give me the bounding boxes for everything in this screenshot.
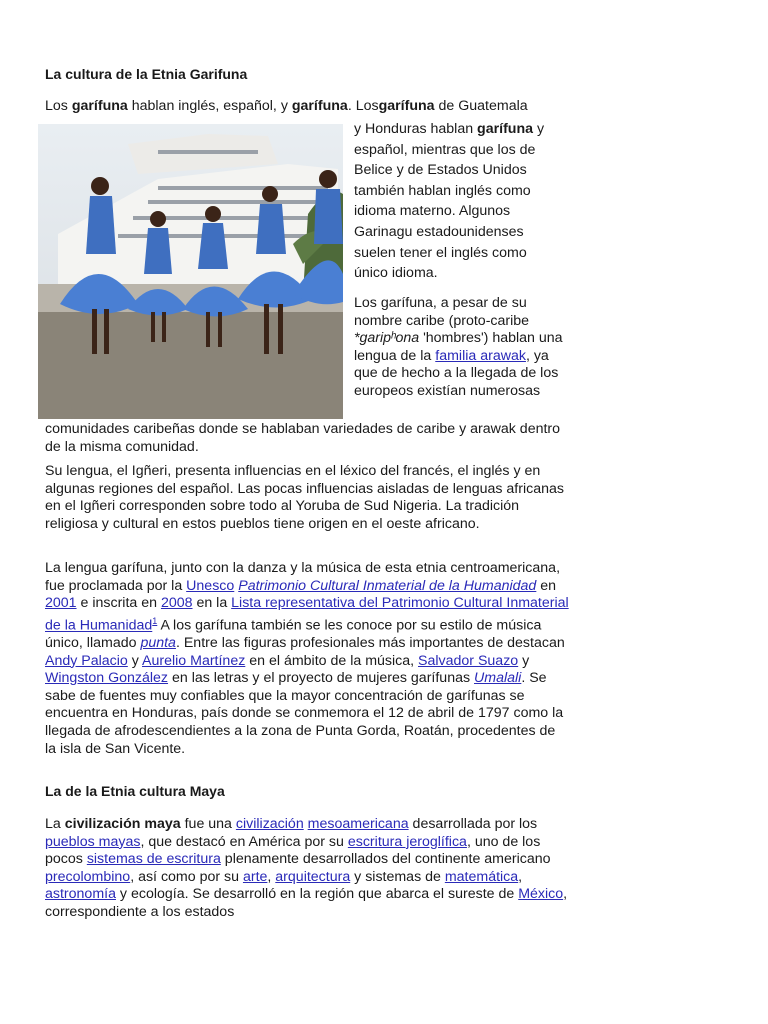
section-heading-maya: La de la Etnia cultura Maya — [45, 783, 225, 799]
link-arte[interactable]: arte — [242, 868, 268, 885]
link-aurelio-martinez[interactable]: Aurelio Martínez — [142, 652, 246, 669]
link-arquitectura[interactable]: arquitectura — [275, 868, 351, 885]
page-title: La cultura de la Etnia Garifuna — [45, 66, 248, 82]
paragraph-origin-continued: comunidades caribeñas donde se hablaban variedades de caribe y arawak dentro de la misma comunidad. — [45, 421, 561, 455]
link-mesoamericana[interactable]: mesoamericana — [307, 816, 409, 832]
paragraph-igneri: Su lengua, el Igñeri, presenta influencias en el léxico del francés, el inglés y en algunas regiones del español. Las pocas influencias aisladas de lenguas africanas en el Igñeri corresponden sobre todo al Yoruba de Sud Nigeria. La tradición religiosa y cultural en estos pueblos tiene origen en el oeste africano. — [45, 463, 564, 532]
link-2008[interactable]: 2008 — [160, 595, 193, 612]
link-umalali[interactable]: Umalali — [474, 670, 522, 687]
garifuna-dancers-photo — [38, 124, 343, 419]
photo-illustration — [38, 124, 343, 419]
link-sistemas-de-escritura[interactable]: sistemas de escritura — [86, 851, 221, 868]
link-precolombino[interactable]: precolombino — [45, 868, 131, 885]
link-familia-arawak[interactable]: familia arawak — [435, 347, 526, 364]
paragraph-languages: Los garífuna hablan inglés, español, y garífuna. Losgarífuna de Guatemala — [45, 98, 528, 114]
paragraph-maya: La civilización maya fue una civilización mesoamericana desarrollada por los pueblos mayas, que destacó en América por su escritura jeroglífica, uno de los pocos sistemas de escritura plenamente desarrollados del continente americano precolombino, así como por su arte, arquitectura y sistemas de matemática, astronomía y ecología. Se desarrolló en la región que abarca el sureste de México, correspondiente a los estados — [45, 816, 568, 920]
paragraph-origin: Los garífuna, a pesar de su nombre caribe (proto-caribe *garipʰona 'hombres') hablan una lengua de la familia arawak, ya que de hecho a la llegada de los europeos existían numerosas — [354, 295, 563, 399]
link-astronomia[interactable]: astronomía — [45, 886, 116, 903]
link-unesco[interactable]: Unesco — [186, 577, 235, 594]
link-mexico[interactable]: México — [518, 886, 564, 903]
link-patrimonio-cultural[interactable]: Patrimonio Cultural Inmaterial de la Humanidad — [238, 577, 537, 594]
link-civilizacion[interactable]: civilización — [235, 816, 304, 832]
link-wingston-gonzalez[interactable]: Wingston González — [45, 670, 169, 687]
link-2001[interactable]: 2001 — [45, 595, 77, 612]
link-lista-representativa[interactable]: Lista representativa del Patrimonio Cultural Inmaterial de la Humanidad — [45, 595, 569, 634]
link-salvador-suazo[interactable]: Salvador Suazo — [418, 652, 519, 669]
link-pueblos-mayas[interactable]: pueblos mayas — [45, 833, 141, 850]
link-escritura-jeroglifica[interactable]: escritura jeroglífica — [347, 833, 467, 850]
footnote-1[interactable]: 1 — [152, 615, 158, 626]
link-andy-palacio[interactable]: Andy Palacio — [45, 652, 128, 669]
paragraph-unesco: La lengua garífuna, junto con la danza y la música de esta etnia centroamericana, fue proclamada por la Unesco Patrimonio Cultural Inmaterial de la Humanidad en 2001 e inscrita en 2008 en la Lista representativa del Patrimonio Cultural Inmaterial de la Humanidad$^1$ A los garífuna también se les conoce por su estilo de música único, llamado punta. Entre las figuras profesionales más importantes de destacan Andy Palacio y Aurelio Martínez en el ámbito de la música, Salvador Suazo y Wingston González en las letras y el proyecto de mujeres garífunas Umalali. Se sabe de fuentes muy confiables que la mayor concentración de garífunas se encuentra en Honduras, país donde se conmemora el 12 de abril de 1797 como la llegada de afrodescendientes a la zona de Punta Gorda, Roatán, procedentes de la isla de San Vicente. — [45, 560, 569, 757]
link-matematica[interactable]: matemática — [444, 868, 519, 885]
paragraph-languages-continued: y Honduras hablan garífuna y español, mientras que los de Belice y de Estados Unidos también hablan inglés como idioma materno. Algunos Garinagu estadounidenses suelen tener el inglés como único idioma. — [354, 121, 545, 282]
link-punta[interactable]: punta — [140, 635, 176, 652]
